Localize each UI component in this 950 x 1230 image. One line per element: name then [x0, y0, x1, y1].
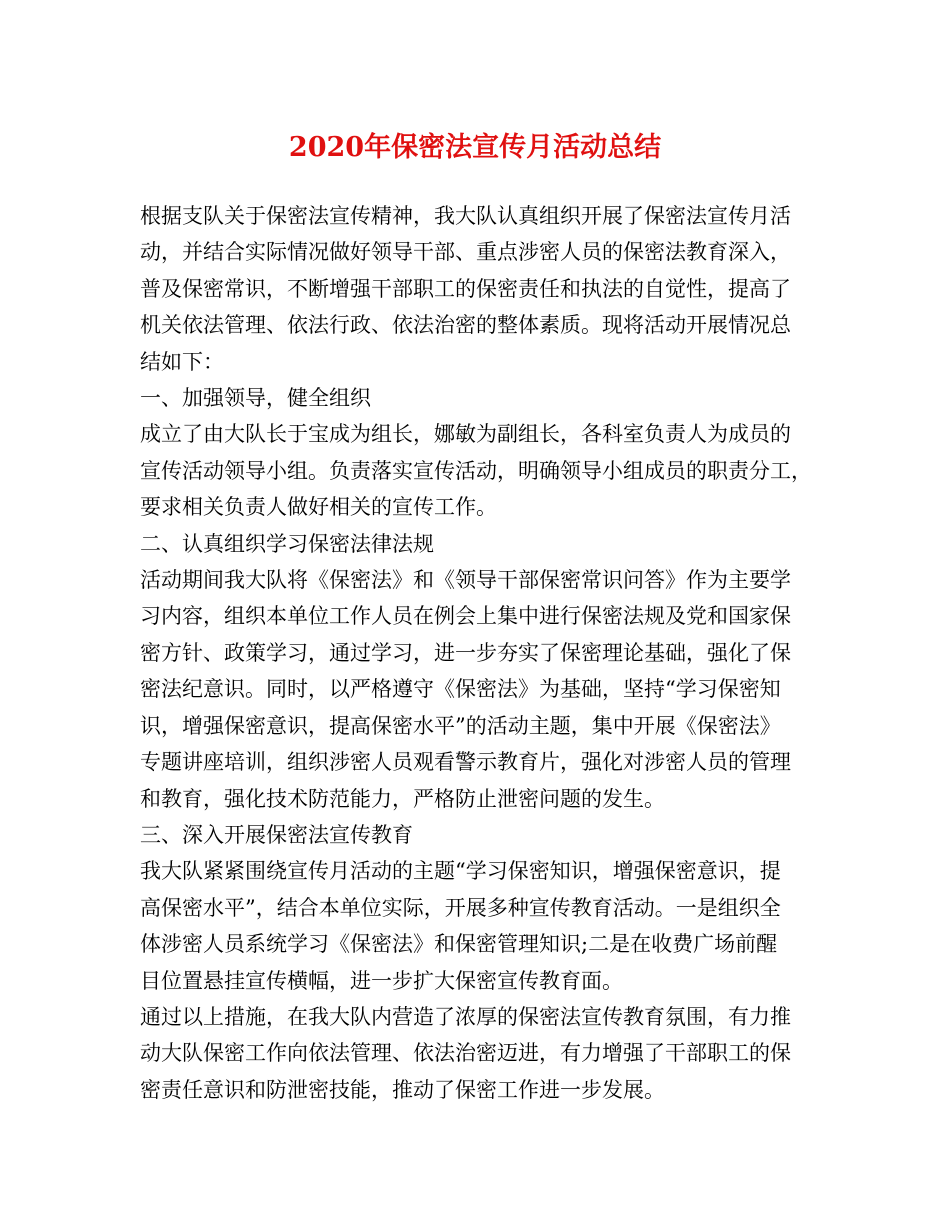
section-heading-2: 二、认真组织学习保密法律法规 [140, 531, 434, 556]
body-line-13: 密方针、政策学习，通过学习，进一步夯实了保密理论基础，强化了保 [140, 640, 791, 665]
body-line-25: 密责任意识和防泄密技能，推动了保密工作进一步发展。 [140, 1077, 665, 1102]
body-line-23: 通过以上措施，在我大队内营造了浓厚的保密法宣传教育氛围，有力推 [140, 1004, 791, 1029]
body-line-21: 体涉密人员系统学习《保密法》和保密管理知识;二是在收费广场前醒 [140, 932, 778, 957]
body-line-3: 普及保密常识，不断增强干部职工的保密责任和执法的自觉性，提高了 [140, 276, 791, 301]
section-heading-3: 三、深入开展保密法宣传教育 [140, 822, 413, 847]
body-line-24: 动大队保密工作向依法管理、依法治密迈进，有力增强了干部职工的保 [140, 1041, 791, 1066]
body-line-20: 高保密水平”，结合本单位实际，开展多种宣传教育活动。一是组织全 [140, 895, 781, 920]
document-title: 2020年保密法宣传月活动总结 [288, 132, 662, 163]
body-line-12: 习内容，组织本单位工作人员在例会上集中进行保密法规及党和国家保 [140, 604, 791, 629]
body-line-15: 识，增强保密意识，提高保密水平”的活动主题，集中开展《保密法》 [140, 713, 781, 738]
body-line-16: 专题讲座培训，组织涉密人员观看警示教育片，强化对涉密人员的管理 [140, 750, 791, 775]
body-line-19: 我大队紧紧围绕宣传月活动的主题“学习保密知识，增强保密意识，提 [140, 859, 781, 884]
body-line-22: 目位置悬挂宣传横幅，进一步扩大保密宣传教育面。 [140, 968, 623, 993]
body-line-8: 宣传活动领导小组。负责落实宣传活动，明确领导小组成员的职责分工， [140, 458, 812, 483]
document-body [140, 198, 840, 1108]
body-line-4: 机关依法管理、依法行政、依法治密的整体素质。现将活动开展情况总 [140, 313, 791, 338]
body-line-5: 结如下： [140, 349, 224, 374]
body-line-2: 动，并结合实际情况做好领导干部、重点涉密人员的保密法教育深入， [140, 240, 791, 265]
body-line-7: 成立了由大队长于宝成为组长，娜敏为副组长，各科室负责人为成员的 [140, 422, 791, 447]
body-line-11: 活动期间我大队将《保密法》和《领导干部保密常识问答》作为主要学 [140, 568, 791, 593]
body-line-17: 和教育，强化技术防范能力，严格防止泄密问题的发生。 [140, 786, 665, 811]
body-line-14: 密法纪意识。同时，以严格遵守《保密法》为基础，坚持“学习保密知 [140, 677, 781, 702]
section-heading-1: 一、加强领导，健全组织 [140, 386, 371, 411]
body-line-9: 要求相关负责人做好相关的宣传工作。 [140, 495, 497, 520]
body-line-1: 根据支队关于保密法宣传精神，我大队认真组织开展了保密法宣传月活 [140, 204, 791, 228]
